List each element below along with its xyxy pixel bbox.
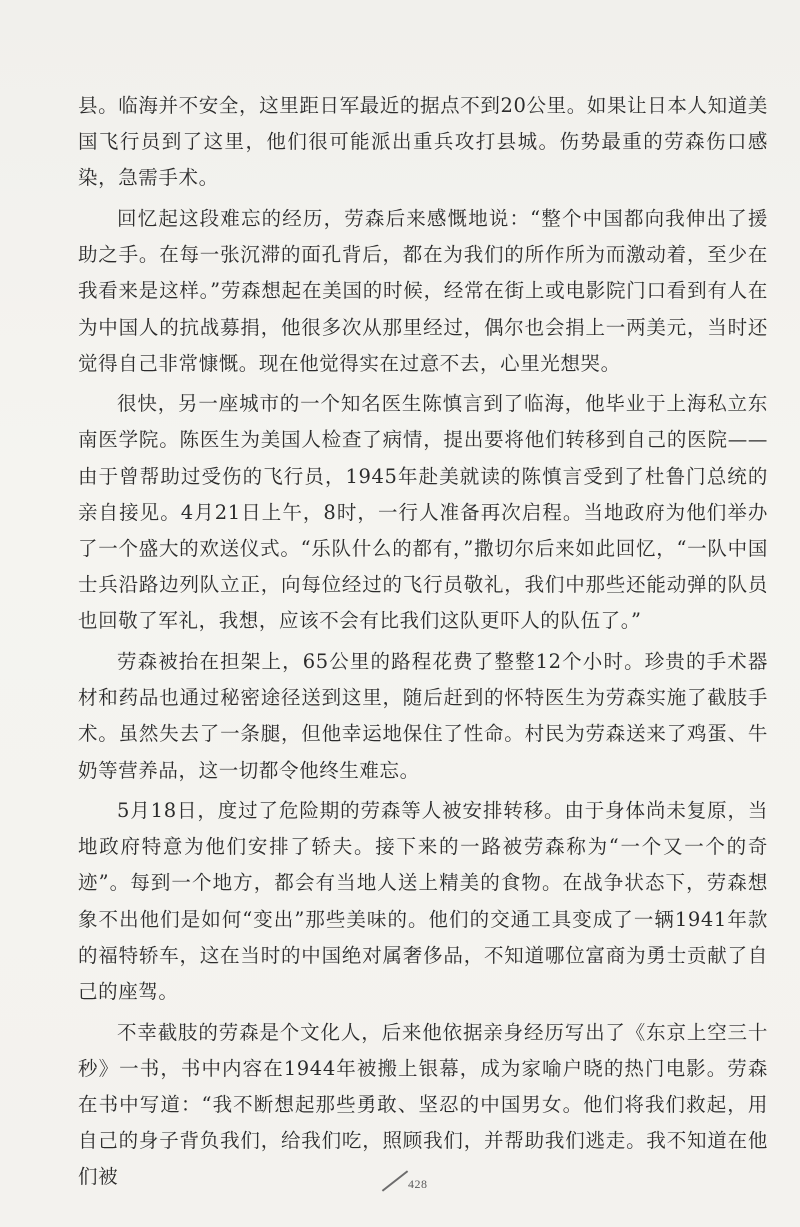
paragraph: 回忆起这段难忘的经历，劳森后来感慨地说：“整个中国都向我伸出了援助之手。在每一张沉滞的面孔背后，都在为我们的所作所为而激动着，至少在我看来是这样。”劳森想起在美国的时候，经常在街上或电影院门口看到有人在为中国人的抗战募捐，他很多次从那里经过，偶尔也会捐上一两美元，当时还觉得自己非常慷慨。现在他觉得实在过意不去，心里光想哭。 <box>78 206 768 375</box>
paragraph: 5月18日，度过了危险期的劳森等人被安排转移。由于身体尚未复原，当地政府特意为他们安排了轿夫。接下来的一路被劳森称为“一个又一个的奇迹”。每到一个地方，都会有当地人送上精美的食物。在战争状态下，劳森想象不出他们是如何“变出”那些美味的。他们的交通工具变成了一辆1941年款的福特轿车，这在当时的中国绝对属奢侈品，不知道哪位富商为勇士贡献了自己的座驾。 <box>78 799 768 1004</box>
page-number-footer <box>386 1163 466 1203</box>
paragraph: 很快，另一座城市的一个知名医生陈慎言到了临海，他毕业于上海私立东南医学院。陈医生为美国人检查了病情，提出要将他们转移到自己的医院——由于曾帮助过受伤的飞行员，1945年赴美就读的陈慎言受到了杜鲁门总统的亲自接见。4月21日上午，8时，一行人准备再次启程。当地政府为他们举办了一个盛大的欢送仪式。“乐队什么的都有，”撒切尔后来如此回忆，“一队中国士兵沿路边列队立正，向每位经过的飞行员敬礼，我们中那些还能动弹的队员也回敬了军礼，我想，应该不会有比我们这队更吓人的队伍了。” <box>78 392 768 633</box>
page-number: 428 <box>408 1177 428 1191</box>
paragraph-continued: 县。临海并不安全，这里距日军最近的据点不到20公里。如果让日本人知道美国飞行员到了这里，他们很可能派出重兵攻打县城。伤势最重的劳森伤口感染，急需手术。 <box>78 94 768 190</box>
body-text <box>78 88 768 1200</box>
paragraph: 劳森被抬在担架上，65公里的路程花费了整整12个小时。珍贵的手术器材和药品也通过秘密途径送到这里，随后赶到的怀特医生为劳森实施了截肢手术。虽然失去了一条腿，但他幸运地保住了性命。村民为劳森送来了鸡蛋、牛奶等营养品，这一切都令他终生难忘。 <box>78 649 768 782</box>
slash-ornament <box>382 1170 408 1191</box>
paragraph: 不幸截肢的劳森是个文化人，后来他依据亲身经历写出了《东京上空三十秒》一书，书中内容在1944年被搬上银幕，成为家喻户晓的热门电影。劳森在书中写道：“我不断想起那些勇敢、坚忍的中国男女。他们将我们救起，用自己的身子背负我们，给我们吃，照顾我们，并帮助我们逃走。我不知道在他们被 <box>78 1020 768 1189</box>
